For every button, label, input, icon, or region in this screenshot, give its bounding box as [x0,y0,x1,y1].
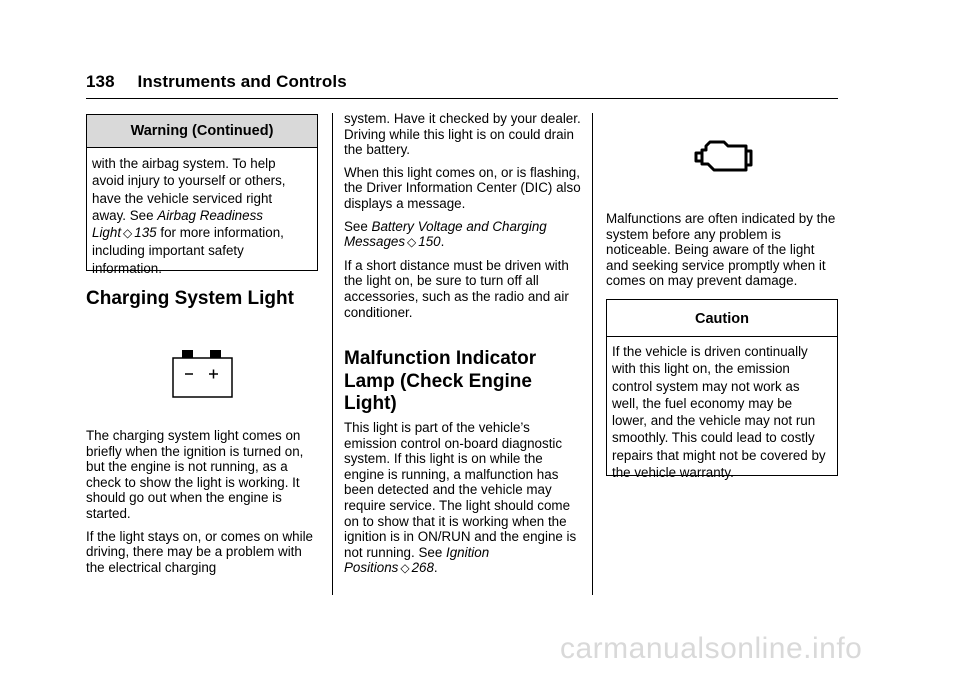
mil-text [344,420,582,584]
header-rule [86,98,838,99]
battery-icon [172,350,234,398]
caution-text: If the vehicle is driven continually with this light on, the emission control system may not work as well, the fuel economy may be lower, and the vehicle may not run smoothly. This could lead to costly repairs that might not be covered by the vehicle warranty. [612,344,826,481]
see-page[interactable]: 150 [418,234,441,250]
mil-paragraph-1: This light is part of the vehicle’s emission control on-board diagnostic system. If this light is on while the engine is running, a malfunction has been detected and the vehicle may require service. The light should come on to show that it is working when the ignition is in ON/RUN and the engine is not running. See Ignition Positions ◇ 268. [344,420,577,576]
mil-continued [606,211,838,296]
column-2-top [344,111,582,327]
charging-heading: Charging System Light [86,288,294,309]
charging-paragraph-1: The charging system light comes on briefly when the ignition is turned on, but the engine is not running, as a check to show the light is working. It should go out when the engine is started. [86,428,304,521]
page-ref-icon: ◇ [400,561,410,576]
page-ref-icon: ◇ [407,235,417,250]
page-ref-icon: ◇ [123,226,133,241]
col2-paragraph-4: If a short distance must be driven with the light on, be sure to turn off all accessories, such as the radio and air conditioner. [344,257,569,320]
col2-paragraph-2: When this light comes on, or is flashing, the Driver Information Center (DIC) also displays a message. [344,164,581,211]
see-link[interactable]: Battery Voltage and Charging Messages [344,218,547,250]
mil-heading: Malfunction Indicator Lamp (Check Engine Light) [344,348,537,414]
charging-text [86,428,322,582]
mil-page[interactable]: 268 [411,560,434,576]
page-number: 138 [86,72,115,91]
section-title: Instruments and Controls [137,72,347,91]
page-header [86,72,347,92]
warning-link[interactable]: Airbag Readiness Light [92,207,263,241]
check-engine-icon [688,136,756,176]
col2-see-reference: See Battery Voltage and Charging Messages ◇ 150. [344,218,547,250]
caution-box [606,299,838,481]
col2-paragraph-1: system. Have it checked by your dealer. Driving while this light is on could drain the battery. [344,111,581,158]
column-divider-2 [592,113,593,595]
warning-box [86,114,318,276]
warning-page-ref[interactable]: 135 [134,225,157,241]
watermark: carmanualsonline.info [560,632,863,665]
warning-body [87,148,317,277]
warning-text-after: for more information, including important safety information. [92,225,284,276]
charging-paragraph-2: If the light stays on, or comes on while driving, there may be a problem with the electrical charging [86,528,314,575]
warning-text: with the airbag system. To help avoid injury to yourself or others, have the vehicle serviced right away. See [92,156,286,223]
column-divider-1 [332,113,333,595]
see-prefix: See [344,218,372,234]
caution-title: Caution [607,300,837,337]
mil-paragraph-2: Malfunctions are often indicated by the system before any problem is noticeable. Being aware of the light and seeking service promptly when it comes on may prevent damage. [606,211,836,289]
mil-text-body: This light is part of the vehicle’s emission control on-board diagnostic system. If this light is on while the engine is running, a malfunction has been detected and the vehicle may require service. The light should come on to show that it is working when the ignition is in ON/RUN and the engine is not running. See [344,420,577,560]
warning-title: Warning (Continued) [87,115,317,148]
mil-link[interactable]: Ignition Positions [344,544,490,576]
